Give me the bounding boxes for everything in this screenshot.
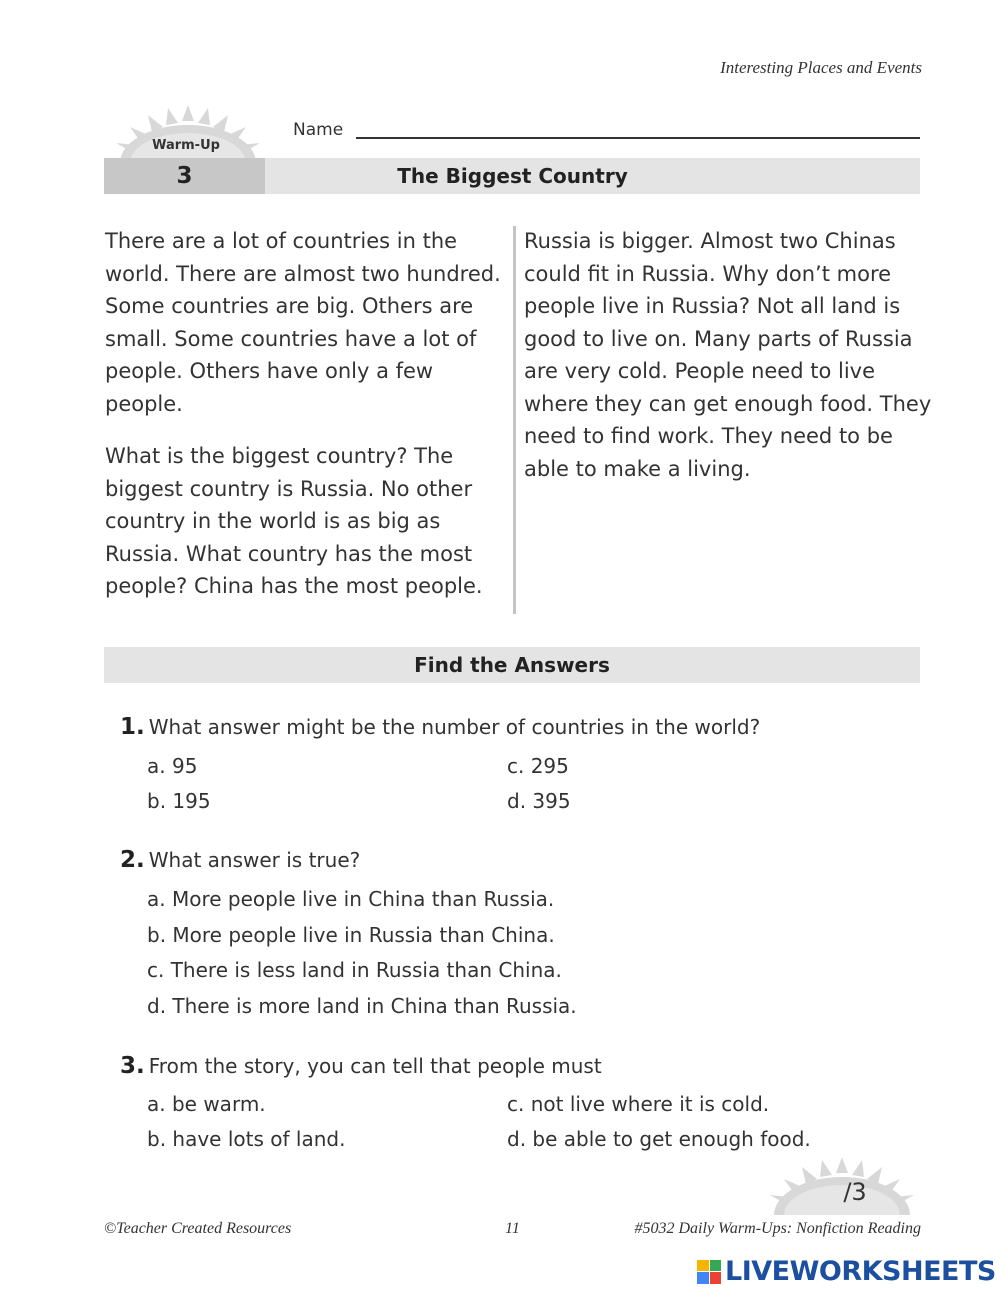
answer-option[interactable]: c. not live where it is cold.: [507, 1092, 770, 1116]
running-header: Interesting Places and Events: [720, 58, 922, 77]
question-number: 3.: [120, 1053, 145, 1079]
question-text: From the story, you can tell that people must: [148, 1054, 602, 1078]
sun-badge-icon: [108, 105, 268, 163]
footer-book-title: #5032 Daily Warm-Ups: Nonfiction Reading: [634, 1220, 921, 1237]
score-label: /3: [843, 1178, 867, 1206]
footer-publisher: ©Teacher Created Resources: [104, 1220, 292, 1237]
question-text: What answer is true?: [148, 848, 361, 872]
name-label: Name: [293, 120, 344, 140]
warmup-number: 3: [104, 158, 265, 194]
answer-option[interactable]: a. 95: [147, 754, 198, 778]
page-title: The Biggest Country: [397, 164, 628, 188]
question-text: What answer might be the number of countries in the world?: [148, 715, 761, 739]
answer-option[interactable]: d. 395: [507, 789, 571, 813]
answers-heading: Find the Answers: [104, 647, 920, 683]
answer-option[interactable]: a. be warm.: [147, 1092, 266, 1116]
question-number: 1.: [120, 714, 145, 740]
answer-option[interactable]: c. 295: [507, 754, 569, 778]
logo-blocks-icon: [697, 1260, 721, 1284]
answer-option[interactable]: c. There is less land in Russia than China.: [147, 958, 562, 982]
answer-option[interactable]: b. 195: [147, 789, 211, 813]
passage-left-column: [105, 225, 505, 603]
brand-name: LIVEWORKSHEETS: [725, 1256, 996, 1287]
warmup-label: Warm-Up: [152, 138, 220, 153]
question-number: 2.: [120, 847, 145, 873]
footer-page-number: 11: [505, 1220, 520, 1237]
liveworksheets-logo: [697, 1256, 996, 1287]
answer-option[interactable]: b. have lots of land.: [147, 1127, 346, 1151]
question-2: [120, 847, 360, 873]
question-1: [120, 714, 760, 740]
answer-option[interactable]: d. be able to get enough food.: [507, 1127, 811, 1151]
question-3: [120, 1053, 602, 1079]
column-divider: [513, 226, 516, 614]
passage-paragraph: What is the biggest country? The biggest country is Russia. No other country in the world is as big as Russia. What country has the most people? China has the most people.: [105, 444, 483, 598]
answer-option[interactable]: d. There is more land in China than Russia.: [147, 994, 577, 1018]
passage-paragraph: There are a lot of countries in the world. There are almost two hundred. Some countries are big. Others are small. Some countries have a lot of people. Others have only a few people.: [105, 229, 501, 416]
answer-option[interactable]: a. More people live in China than Russia.: [147, 887, 555, 911]
answer-option[interactable]: b. More people live in Russia than China.: [147, 923, 555, 947]
passage-paragraph: Russia is bigger. Almost two Chinas could fit in Russia. Why don’t more people live in Russia? Not all land is good to live on. Many parts of Russia are very cold. People need to live where they can get enough food. They need to find work. They need to be able to make a living.: [524, 229, 932, 481]
name-input-line[interactable]: [356, 137, 920, 139]
passage-right-column: [524, 225, 934, 485]
